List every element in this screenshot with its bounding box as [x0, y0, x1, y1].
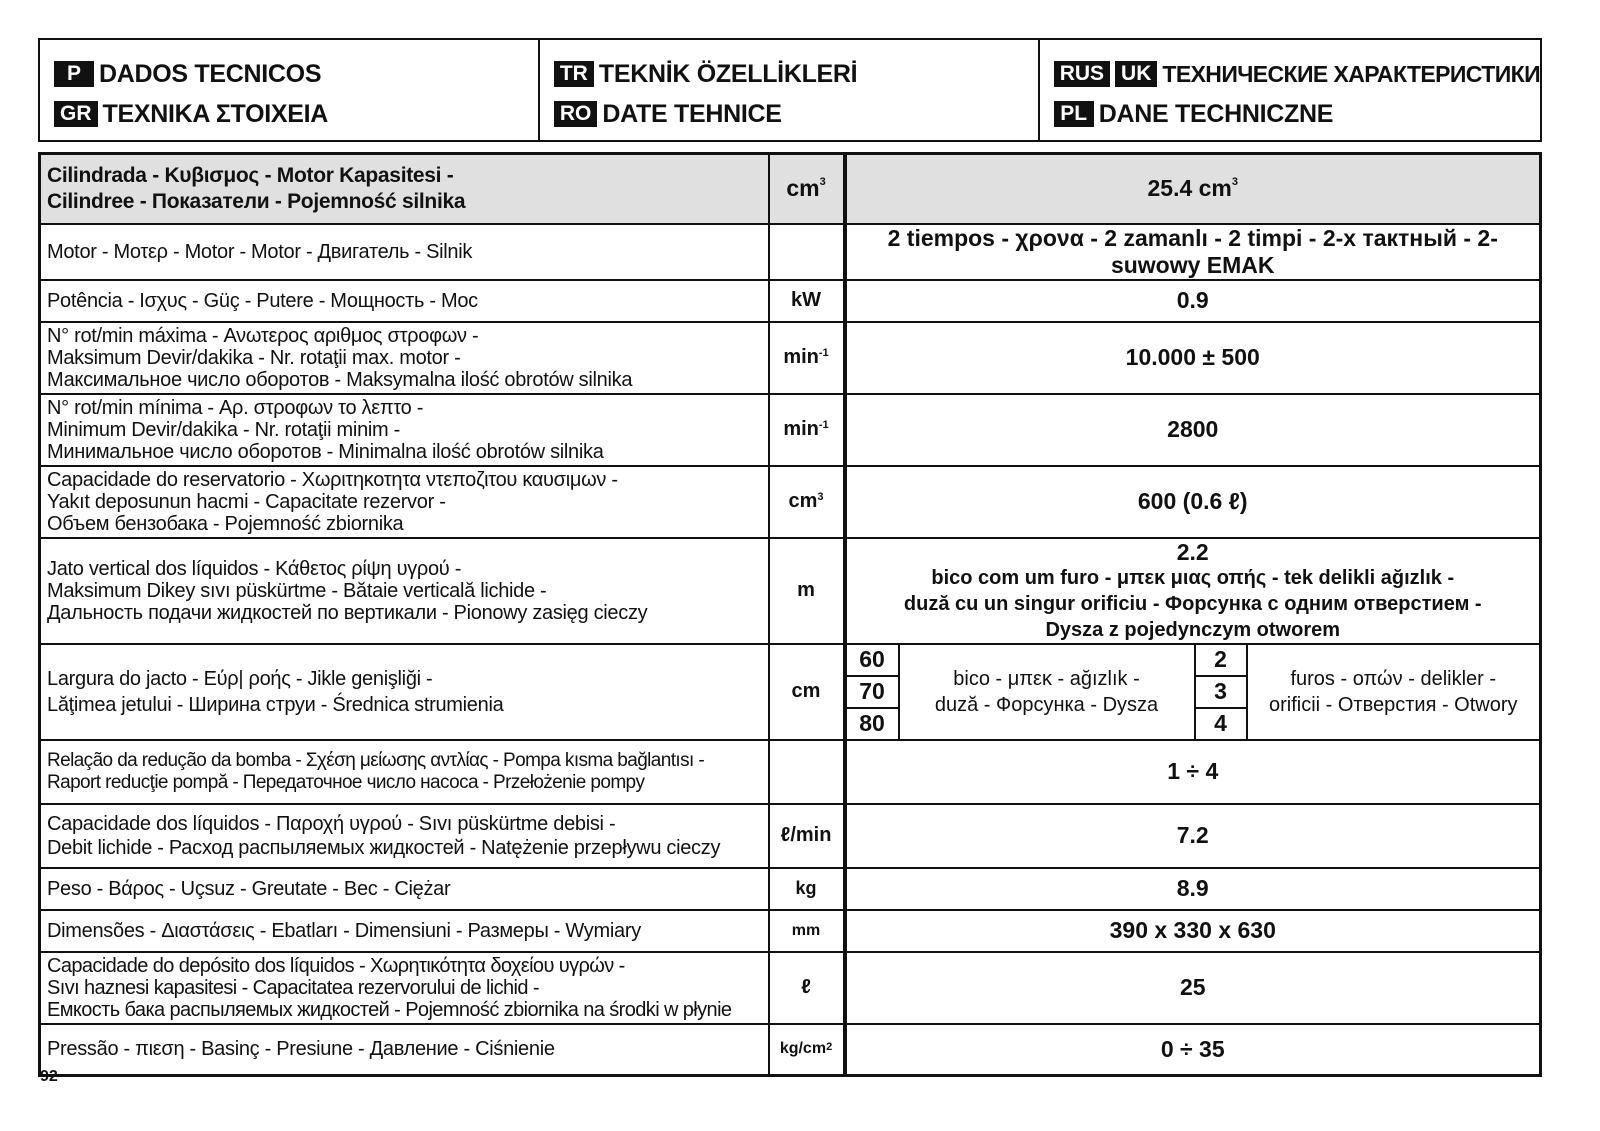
- row-value: 0.9: [845, 280, 1541, 322]
- section-title: DATE TEHNICE: [602, 99, 782, 128]
- row-value: 2800: [845, 394, 1541, 466]
- row-value: 25.4 $cm^3$: [845, 154, 1541, 224]
- header-line: [554, 54, 1038, 94]
- row-label: Motor - Μοτερ - Motor - Motor - Двигатель - Silnik: [40, 224, 769, 280]
- jet-width-value: 70: [847, 677, 898, 709]
- jet-width-grid: [845, 644, 1541, 740]
- section-title: DANE TECHNICZNE: [1098, 99, 1334, 128]
- row-unit: $\min^{-1}$: [769, 322, 845, 394]
- header-line: [54, 94, 538, 134]
- language-badge: GR: [54, 101, 98, 127]
- page-number: 92: [40, 1068, 58, 1085]
- row-label: N° rot/min mínima - Αρ. στροφων το λεπτο - Minimum Devir/dakika - Nr. rotaţii minim - Минимальное число оборотов - Minimalna ilość obrotów silnika: [40, 394, 769, 466]
- language-header: [38, 38, 1542, 142]
- row-label: Potência - Ισχυς - Güç - Putere - Мощность - Moc: [40, 280, 769, 322]
- table-row-motor: [40, 224, 1541, 280]
- table-row-dimensions: [40, 910, 1541, 952]
- row-label: N° rot/min máxima - Ανωτερος αριθμος στροφων - Maksimum Devir/dakika - Nr. rotaţii max. motor - Максимальное число оборотов - Maksymalna ilość obrotów silnika: [40, 322, 769, 394]
- row-label: Capacidade do depósito dos líquidos - Χωρητικότητα δοχείου υγρών - Sıvı haznesi kapasitesi - Capacitatea rezervorului de lichid - Емкость бака распыляемых жидкостей - Pojemność zbiornika na środki w płynie: [40, 952, 769, 1024]
- table-row-max-rpm: [40, 322, 1541, 394]
- hole-count-value: 2: [1196, 645, 1246, 677]
- row-unit: $cm^3$: [769, 466, 845, 538]
- table-row-liquid-flow: [40, 804, 1541, 868]
- header-column-3: [1040, 40, 1540, 140]
- row-label: Cilindrada - Κυβισμος - Motor Kapasitesi - Cilindree - Показатели - Pojemność silnika: [40, 154, 769, 224]
- row-value: 1 ÷ 4: [845, 740, 1541, 804]
- table-row-pump-ratio: [40, 740, 1541, 804]
- row-value: 600 (0.6 ℓ): [845, 466, 1541, 538]
- hole-count-values: [1195, 645, 1247, 739]
- header-line: [554, 94, 1038, 134]
- table-row-weight: [40, 868, 1541, 910]
- hole-count-value: 4: [1214, 710, 1227, 736]
- header-line: [1054, 94, 1540, 134]
- row-value: 10.000 ± 500: [845, 322, 1541, 394]
- language-badge: TR: [554, 61, 594, 87]
- holes-label: furos - οπών - delikler - orificii - Отверстия - Otwory: [1268, 667, 1518, 716]
- language-badge: RUS: [1054, 61, 1110, 87]
- section-title: DADOS TECNICOS: [99, 59, 322, 88]
- row-unit: [769, 740, 845, 804]
- row-unit: $\min^{-1}$: [769, 394, 845, 466]
- row-unit: [769, 224, 845, 280]
- row-label: Pressão - πιεση - Basinç - Presiune - Давление - Ciśnienie: [40, 1024, 769, 1076]
- row-label: Dimensões - Διαστάσεις - Ebatları - Dimensiuni - Размеры - Wymiary: [40, 910, 769, 952]
- row-unit: kW: [769, 280, 845, 322]
- hole-count-value: 3: [1196, 677, 1246, 709]
- table-row-displacement: [40, 154, 1541, 224]
- row-unit: mm: [769, 910, 845, 952]
- row-value: 25: [845, 952, 1541, 1024]
- row-value: 7.2: [845, 804, 1541, 868]
- row-label: Largura do jacto - Εύρ| ροής - Jikle genişliği - Lăţimea jetului - Ширина струи - Średnica strumienia: [40, 644, 769, 740]
- row-unit: kg: [769, 868, 845, 910]
- row-label: Capacidade do reservatorio - Χωριτηκοτητα ντεποζιτου καυσιμων - Yakıt deposunun hacmi - Capacitate rezervor - Объем бензобака - Pojemność zbiornika: [40, 466, 769, 538]
- jet-width-value: 80: [859, 710, 885, 736]
- section-title: ТЕХНИЧЕСКИЕ ХАРАКТЕРИСТИКИ: [1162, 60, 1540, 87]
- row-label: Peso - Βάρος - Uçsuz - Greutate - Вес - Ciężar: [40, 868, 769, 910]
- row-unit: m: [769, 538, 845, 644]
- header-line: [54, 54, 538, 94]
- table-row-jet-width: [40, 644, 1541, 740]
- row-value: 390 x 330 x 630: [845, 910, 1541, 952]
- table-row-pressure: [40, 1024, 1541, 1076]
- row-value: 2.2 bico com um furo - μπεκ μιας οπής - tek delikli ağızlık - duză cu un singur orificiu - Форсунка с одним отверстием - Dysza z pojedynczym otworem: [845, 538, 1541, 644]
- row-value: 0 ÷ 35: [845, 1024, 1541, 1076]
- jet-width-subtable: [847, 645, 1540, 739]
- row-value: 2 tiempos - χρονα - 2 zamanlı - 2 timpi - 2-х тактный - 2-suwowy EMAK: [845, 224, 1541, 280]
- row-label: Jato vertical dos líquidos - Κάθετος ρίψη υγρού - Maksimum Dikey sıvı püskürtme - Bătaie verticală lichide - Дальность подачи жидкостей по вертикали - Pionowy zasięg cieczy: [40, 538, 769, 644]
- table-row-min-rpm: [40, 394, 1541, 466]
- jet-width-value: 60: [847, 645, 898, 677]
- row-value: 8.9: [845, 868, 1541, 910]
- row-label: Relação da redução da bomba - Σχέση μείωσης αντλίας - Pompa kısma bağlantısı - Raport reducţie pompă - Передаточное число насоса - Przełożenie pompy: [40, 740, 769, 804]
- header-line: [1054, 54, 1540, 94]
- row-unit: ℓ: [769, 952, 845, 1024]
- table-row-liquid-tank: [40, 952, 1541, 1024]
- jet-width-values: [847, 645, 899, 739]
- language-badge: P: [54, 61, 94, 87]
- table-row-fuel-tank: [40, 466, 1541, 538]
- table-row-vertical-jet: [40, 538, 1541, 644]
- nozzle-label: bico - μπεκ - ağızlık - duză - Форсунка - Dysza: [899, 645, 1195, 739]
- language-badge: RO: [554, 101, 598, 127]
- technical-data-table: [38, 152, 1542, 1077]
- row-unit: $cm^3$: [769, 154, 845, 224]
- row-unit: cm: [769, 644, 845, 740]
- header-column-1: [40, 40, 540, 140]
- row-unit: ℓ/min: [769, 804, 845, 868]
- table-row-power: [40, 280, 1541, 322]
- header-column-2: [540, 40, 1040, 140]
- row-unit: $kg/cm^2$: [769, 1024, 845, 1076]
- language-badge: PL: [1054, 101, 1094, 127]
- language-badge: UK: [1115, 61, 1157, 87]
- section-title: TEKNİK ÖZELLİKLERİ: [598, 59, 858, 88]
- section-title: TEXNIKA ΣΤΟΙΧΕΙΑ: [102, 99, 329, 128]
- row-label: Capacidade dos líquidos - Παροχή υγρού - Sıvı püskürtme debisi - Debit lichide - Расход распыляемых жидкостей - Natężenie przepływu cieczy: [40, 804, 769, 868]
